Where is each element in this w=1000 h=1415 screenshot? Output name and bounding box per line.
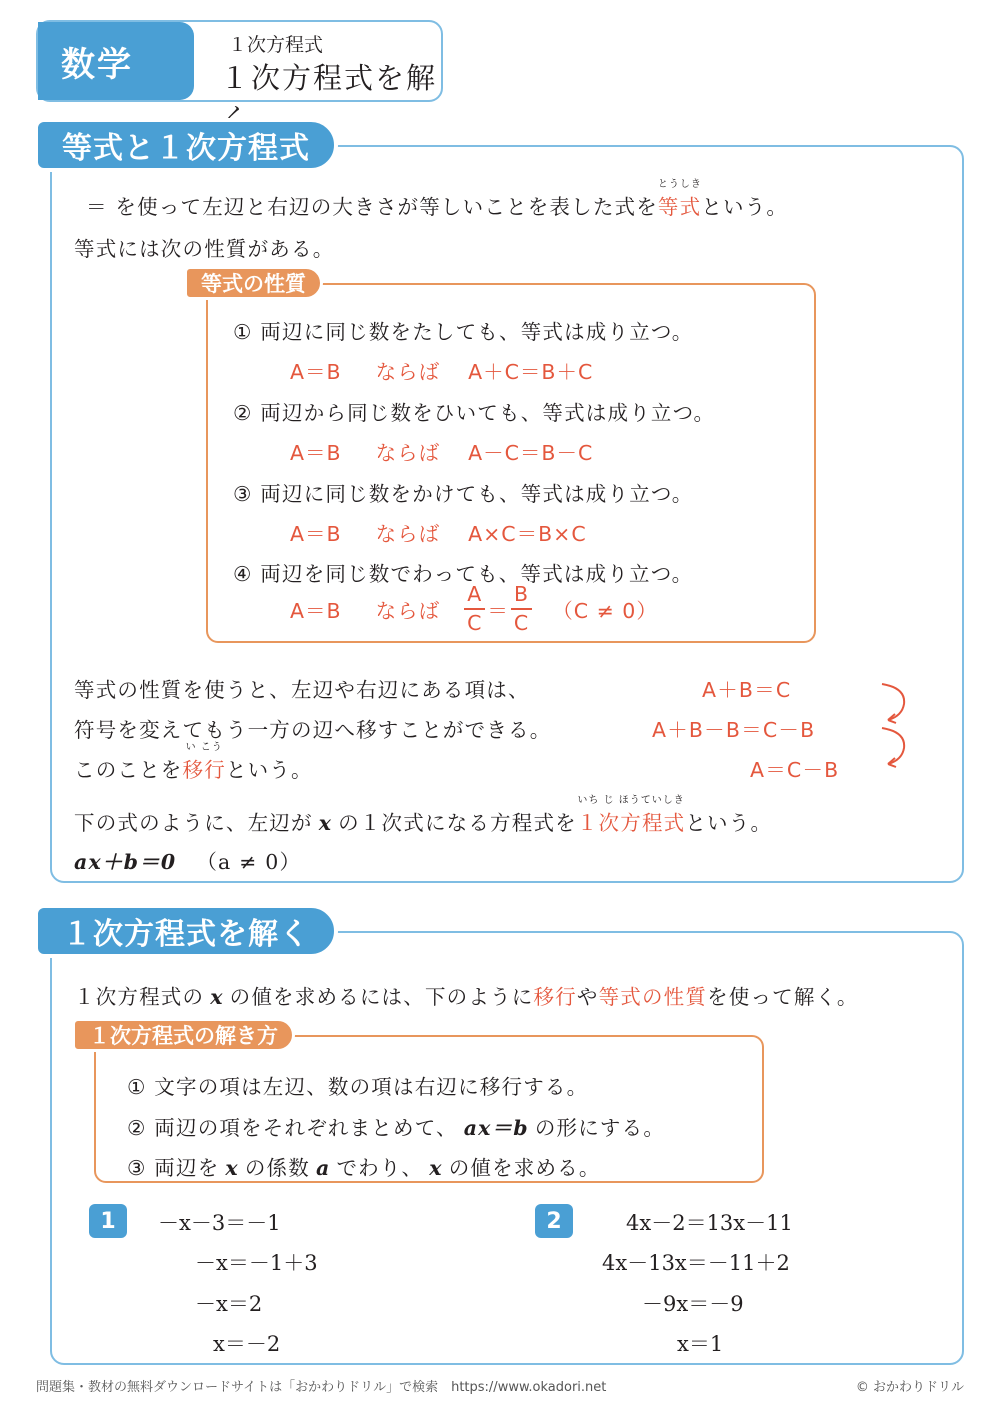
method-step-3 [127,1151,601,1181]
formula-pre: A＝B [290,360,342,384]
formula-pre: A＝B [290,522,342,546]
definition-suffix: という。 [701,195,789,219]
property-2-text: ② 両辺から同じ数をひいても、等式は成り立つ。 [233,401,716,425]
solve-intro-prefix: １次方程式の [74,985,205,1009]
method-title: １次方程式の解き方 [72,1018,295,1052]
fraction-denominator: C [513,610,530,635]
step3-prefix: ③ 両辺を [127,1156,220,1180]
example-1-badge: 1 [89,1204,127,1238]
fraction-equals: ＝ [487,598,509,623]
term-transposition-text: 移行 [182,758,226,782]
fraction-a-over-c [464,584,485,633]
step3-suffix: の値を求める。 [448,1156,601,1180]
naraba: ならば [375,360,441,384]
header-box [36,20,443,102]
example-1-line-3: －x＝2 [195,1292,263,1316]
step2-form: ax＝b [463,1116,529,1140]
linear-definition [74,795,773,836]
naraba: ならば [375,522,441,546]
var-x: x [318,811,333,835]
fraction-numerator: A [464,584,485,610]
solve-intro [74,980,859,1010]
term-linear-equation-text: １次方程式 [576,811,686,835]
section-solve-title: １次方程式を解く [34,904,338,958]
naraba: ならば [375,441,441,465]
transpose-eq-3: A＝C－B [750,758,840,782]
term-transposition [182,742,226,783]
var-a: a [315,1156,331,1180]
var-x: x [225,1156,239,1180]
transpose-eq-2: A＋B－B＝C－B [652,718,816,742]
step3-middle2: でわり、 [336,1156,424,1180]
var-x: x [210,985,224,1009]
definition-text: ＝ を使って左辺と右辺の大きさが等しいことを表した式を [86,195,658,219]
transpose-suffix: という。 [225,758,313,782]
transpose-line-1: 等式の性質を使うと、左辺や右辺にある項は、 [74,678,530,702]
example-1-line-4: x＝－2 [213,1332,281,1356]
term-transposition: 移行 [533,985,577,1009]
transpose-eq-1: A＋B＝C [702,678,792,702]
property-intro: 等式には次の性質がある。 [74,237,335,261]
method-step-2 [127,1111,665,1141]
step3-middle: の係数 [244,1156,310,1180]
step2-prefix: ② 両辺の項をそれぞれまとめて、 [127,1116,458,1140]
general-form: ax＋b＝0 [74,850,177,874]
ruby-transposition: い こう [185,742,223,753]
lesson-name: １次方程式を解 [220,61,438,95]
linear-prefix: 下の式のように、左辺が [74,811,313,835]
unit-name: １次方程式 [228,34,324,56]
example-2-line-4: x＝1 [677,1332,724,1356]
transpose-line-3 [74,742,313,783]
property-1-text: ① 両辺に同じ数をたしても、等式は成り立つ。 [233,320,694,344]
property-1-formula [290,355,593,385]
general-form-condition: （a ≠ 0） [196,850,302,874]
subject-label: 数学 [38,22,156,100]
solve-intro-ya: や [576,985,599,1009]
ruby-linear-equation: いち じ ほうていしき [577,795,685,806]
formula-pre: A＝B [290,598,342,623]
term-equality [657,179,702,220]
property-3-formula [290,517,587,547]
linear-middle: の１次式になる方程式を [338,811,577,835]
equality-definition [86,179,789,220]
term-equality-text: 等式 [657,195,702,219]
solve-intro-middle: の値を求めるには、下のように [229,985,534,1009]
formula-post: A－C＝B－C [468,441,594,465]
transpose-arrow-icon [876,678,916,778]
property-4-text: ④ 両辺を同じ数でわっても、等式は成り立つ。 [233,562,694,586]
transpose-prefix: このことを [74,758,183,782]
footer-copyright: © おかわりドリル [855,1380,964,1395]
transpose-line-2: 符号を変えてもう一方の辺へ移すことができる。 [74,718,552,742]
formula-pre: A＝B [290,441,342,465]
example-1-line-2: －x＝－1＋3 [195,1251,318,1275]
property-3-text: ③ 両辺に同じ数をかけても、等式は成り立つ。 [233,482,694,506]
var-x: x [429,1156,443,1180]
property-4-formula [290,584,658,633]
step2-suffix: の形にする。 [534,1116,666,1140]
example-2-line-2: 4x－13x＝－11＋2 [602,1251,790,1275]
ruby-equality: とうしき [657,179,702,190]
formula-post: A＋C＝B＋C [468,360,594,384]
term-linear-equation [576,795,686,836]
formula-post: A×C＝B×C [468,522,587,546]
naraba: ならば [375,598,441,623]
fraction-numerator: B [511,584,532,610]
property-2-formula [290,436,593,466]
term-equality-properties: 等式の性質 [598,985,708,1009]
example-2-badge: 2 [535,1204,573,1238]
fraction-b-over-c [511,584,532,633]
method-step-1: ① 文字の項は左辺、数の項は右辺に移行する。 [127,1075,589,1099]
example-2-line-3: －9x＝－9 [642,1292,744,1316]
linear-suffix: という。 [685,811,773,835]
solve-intro-suffix: を使って解く。 [707,985,859,1009]
example-1-line-1: －x－3＝－1 [158,1211,281,1235]
linear-general-form [74,845,301,875]
footer-site-info: 問題集・教材の無料ダウンロードサイトは「おかわりドリル」で検索 https://www.okadori.net [36,1380,607,1395]
fraction-denominator: C [467,610,483,635]
example-2-line-1: 4x－2＝13x－11 [626,1211,793,1235]
subject-tab [150,22,194,100]
properties-title: 等式の性質 [184,266,323,300]
section-equality-title: 等式と１次方程式 [34,118,338,172]
condition: （C ≠ 0） [552,598,658,623]
